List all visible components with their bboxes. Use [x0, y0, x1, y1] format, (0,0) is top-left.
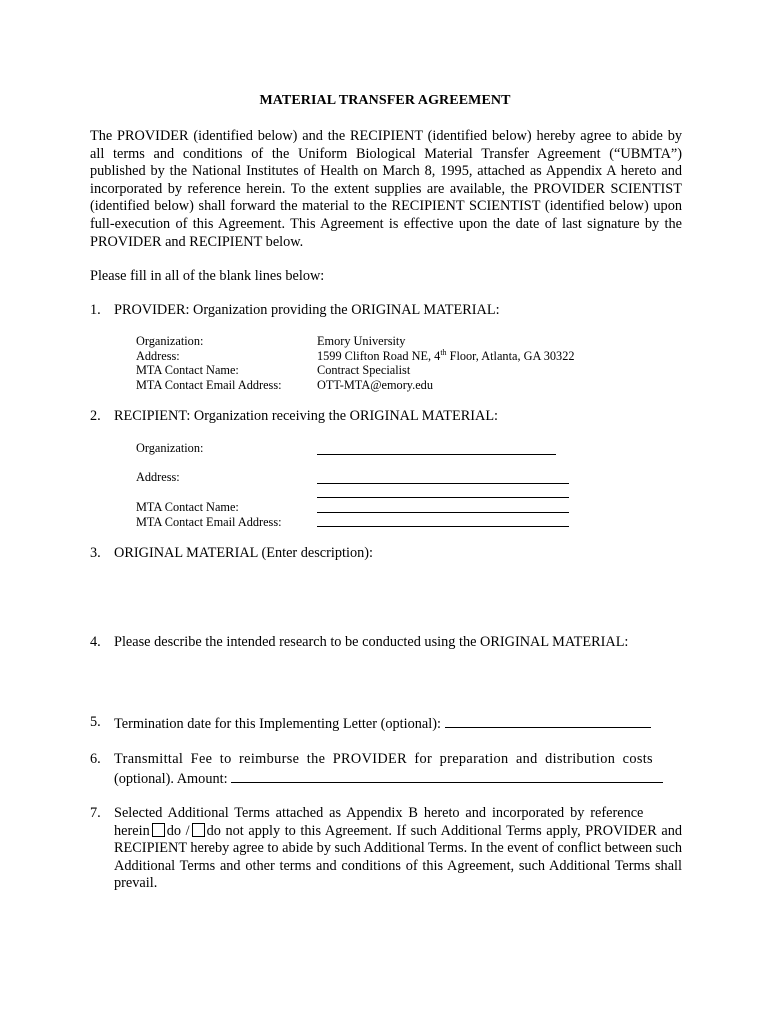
original-material-description-area[interactable] — [114, 566, 682, 628]
section-number: 1. — [90, 302, 101, 318]
recipient-address-field-line-2[interactable] — [317, 497, 569, 498]
section-heading: PROVIDER: Organization providing the ORIGINAL MATERIAL: — [114, 302, 500, 318]
section-text — [114, 714, 682, 734]
section-number: 7. — [90, 805, 101, 821]
section-original-material — [90, 545, 682, 563]
additional-terms-rest: do not apply to this Agreement. If such Additional Terms apply, PROVIDER and RECIPIENT hereby agree to abide by such Additional Terms. In the event of conflict between such Additional Terms and other terms and conditions of this Agreement, such Additional Terms shall prevail. — [114, 822, 682, 892]
ordinal-suffix: th — [440, 348, 447, 357]
section-number: 2. — [90, 408, 101, 424]
section-heading: RECIPIENT: Organization receiving the ORIGINAL MATERIAL: — [114, 408, 499, 424]
intended-research-description-area[interactable] — [114, 655, 682, 710]
recipient-address-label: Address: — [136, 470, 180, 484]
do-apply-checkbox[interactable] — [152, 823, 165, 837]
do-not-apply-checkbox[interactable] — [192, 823, 205, 837]
transmittal-fee-text: Transmittal Fee to reimburse the PROVIDER for preparation and distribution costs — [114, 751, 653, 767]
section-number: 3. — [90, 545, 101, 561]
provider-contact-name-value: Contract Specialist — [317, 363, 411, 377]
fill-instruction: Please fill in all of the blank lines below: — [90, 268, 325, 284]
section-additional-terms — [90, 805, 682, 893]
transmittal-fee-amount-row — [114, 769, 682, 789]
slash-separator: / — [185, 822, 190, 839]
additional-terms-line-1: Selected Additional Terms attached as Appendix B hereto and incorporated by reference — [114, 805, 644, 821]
address-text-rest: Floor, Atlanta, GA 30322 — [446, 349, 575, 363]
recipient-contact-name-field[interactable] — [317, 512, 569, 513]
provider-contact-email-value: OTT-MTA@emory.edu — [317, 378, 433, 392]
provider-organization-label: Organization: — [136, 334, 204, 348]
page-title: MATERIAL TRANSFER AGREEMENT — [259, 93, 511, 108]
intro-paragraph: The PROVIDER (identified below) and the RECIPIENT (identified below) hereby agree to abide by all terms and conditions of the Uniform Biological Material Transfer Agreement (“UBMTA”) published by the National Institutes of Health on March 8, 1995, attached as Appendix A hereto and incorporated by reference herein. To the extent supplies are available, the PROVIDER SCIENTIST (identified below) shall forward the material to the RECIPIENT SCIENTIST (identified below) upon full-execution of this Agreement. This Agreement is effective upon the date of last signature by the PROVIDER and RECIPIENT below. — [90, 128, 682, 250]
recipient-contact-name-label: MTA Contact Name: — [136, 500, 239, 514]
section-heading: Please describe the intended research to be conducted using the ORIGINAL MATERIAL: — [114, 634, 629, 650]
recipient-address-field-line-1[interactable] — [317, 483, 569, 484]
section-transmittal-fee — [90, 751, 682, 788]
recipient-organization-label: Organization: — [136, 441, 204, 455]
section-recipient — [90, 408, 682, 426]
section-number: 5. — [90, 714, 101, 730]
provider-contact-name-label: MTA Contact Name: — [136, 363, 239, 377]
transmittal-fee-amount-field[interactable] — [231, 769, 663, 783]
provider-contact-email-label: MTA Contact Email Address: — [136, 378, 282, 392]
section-provider — [90, 302, 682, 320]
termination-date-field[interactable] — [445, 714, 651, 728]
recipient-organization-field[interactable] — [317, 454, 556, 455]
section-heading: ORIGINAL MATERIAL (Enter description): — [114, 545, 374, 561]
section-termination-date — [90, 714, 682, 734]
provider-organization-value: Emory University — [317, 334, 406, 348]
amount-label: (optional). Amount: — [114, 770, 228, 787]
section-number: 6. — [90, 751, 101, 767]
do-word: do — [166, 822, 182, 839]
section-intended-research — [90, 634, 682, 652]
additional-terms-body — [114, 823, 682, 893]
address-text: 1599 Clifton Road NE, 4 — [317, 349, 441, 363]
recipient-contact-email-field[interactable] — [317, 526, 569, 527]
termination-date-label: Termination date for this Implementing Letter (optional): — [114, 716, 441, 732]
provider-address-label: Address: — [136, 349, 180, 363]
provider-address-value — [317, 349, 575, 364]
section-number: 4. — [90, 634, 101, 650]
herein-word: herein — [114, 822, 150, 839]
recipient-contact-email-label: MTA Contact Email Address: — [136, 515, 282, 529]
